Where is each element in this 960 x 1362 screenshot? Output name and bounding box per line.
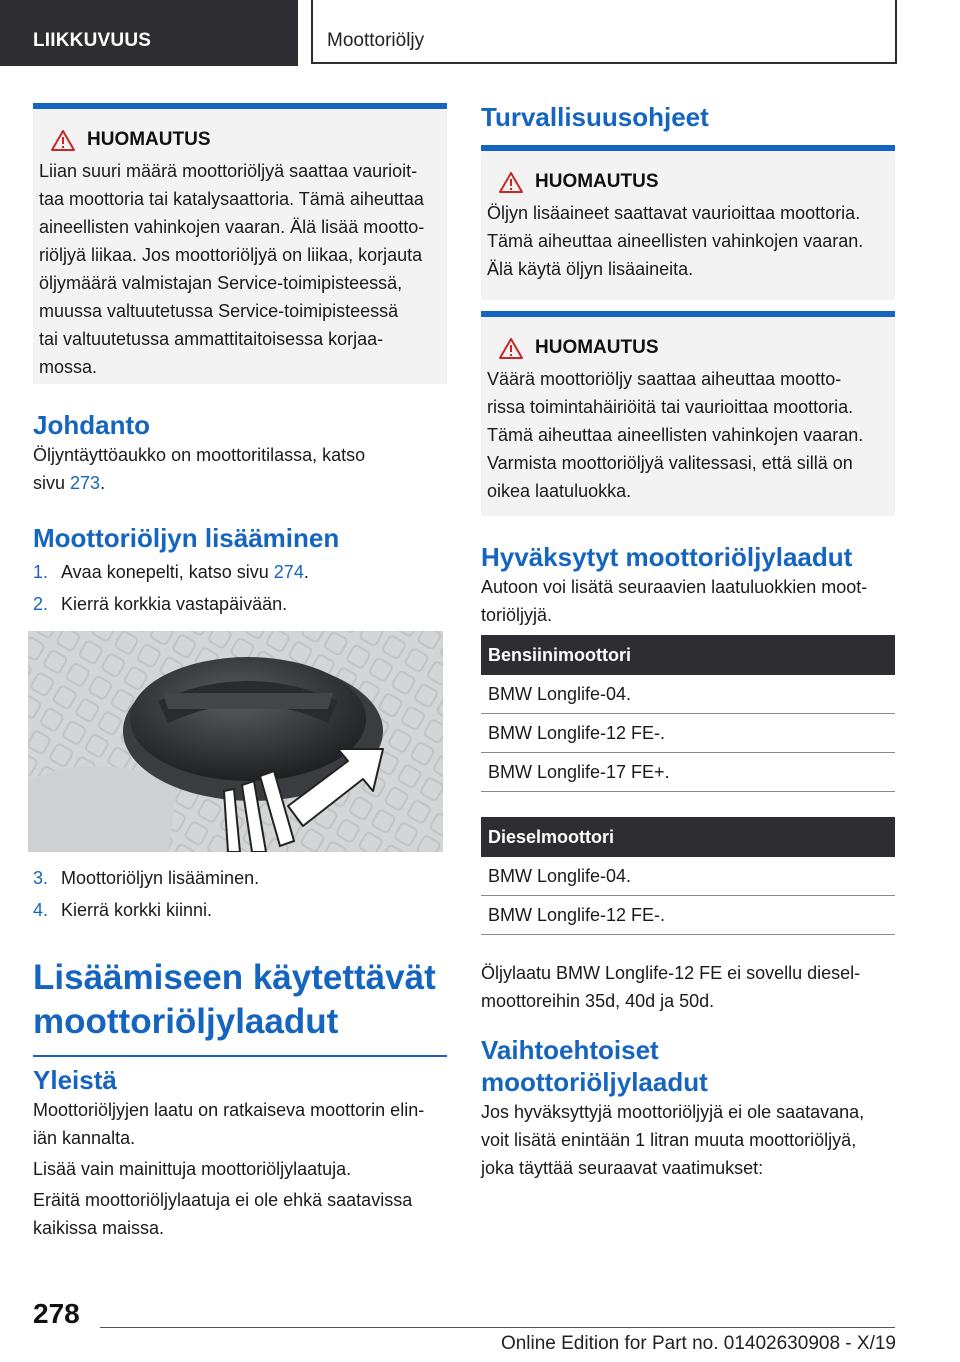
oil-cap-illustration — [28, 631, 443, 852]
table-row: BMW Longlife-04. — [481, 857, 895, 896]
table-row: BMW Longlife-17 FE+. — [481, 753, 895, 792]
table-row: BMW Longlife-12 FE-. — [481, 896, 895, 935]
safety-section — [481, 101, 895, 133]
notice-title: HUOMAUTUS — [87, 129, 211, 150]
steps-list-b — [33, 862, 447, 926]
page-link-273[interactable]: 273 — [70, 473, 101, 493]
intro-heading: Johdanto — [33, 410, 150, 440]
approved-heading: Hyväksytyt moottoriöljylaadut — [481, 542, 853, 572]
list-item: 1. Avaa konepelti, katso sivu 274. — [33, 562, 309, 582]
warning-icon — [39, 130, 87, 151]
notice-text: Öljyn lisäaineet saattavat vaurioittaa moottoria. Tämä aiheuttaa aineellisten vahinkojen vaaran. Älä käytä öljyn lisäaineita. — [487, 203, 864, 279]
page-link-274[interactable]: 274 — [273, 562, 304, 582]
page-header — [0, 0, 960, 66]
notice-overfill — [33, 103, 447, 384]
list-item: 2. Kierrä korkkia vastapäivään. — [33, 594, 288, 614]
notice-wrong-oil — [481, 311, 895, 516]
intro-section — [33, 409, 447, 497]
edition-text: Online Edition for Part no. 01402630908 - X/19 — [500, 1333, 896, 1354]
adding-section — [33, 522, 447, 620]
intro-text: Öljyntäyttöaukko on moottoritilassa, katso sivu 273. — [33, 445, 366, 493]
chapter-tab-label: Moottoriöljy — [327, 30, 425, 51]
diesel-note: Öljylaatu BMW Longlife-12 FE ei sovellu diesel- moottoreihin 35d, 40d ja 50d. — [481, 963, 861, 1011]
page-number: 278 — [33, 1298, 80, 1329]
alternative-section — [481, 1034, 895, 1182]
usable-oils-section — [33, 956, 447, 1057]
notice-title: HUOMAUTUS — [535, 171, 659, 192]
general-p2: Lisää vain mainittuja moottoriöljylaatuja. — [33, 1159, 352, 1179]
table-row: BMW Longlife-04. — [481, 675, 895, 714]
chapter-tab[interactable] — [311, 0, 897, 64]
general-section — [33, 1064, 447, 1242]
notice-text: Väärä moottoriöljy saattaa aiheuttaa mootto- rissa toimintahäiriöitä tai vaurioittaa moottoria. Tämä aiheuttaa aineellisten vahinkojen vaaran. Varmista moottoriöljyä valitessasi, että sillä on oikea laatuluokka. — [487, 369, 864, 501]
general-p1: Moottoriöljyjen laatu on ratkaiseva moottorin elin- iän kannalta. — [33, 1100, 425, 1148]
table-header: Bensiinimoottori — [481, 635, 895, 675]
approved-section — [481, 541, 895, 629]
approved-text: Autoon voi lisätä seuraavien laatuluokkien moot- toriöljyjä. — [481, 577, 868, 625]
general-heading: Yleistä — [33, 1065, 117, 1095]
table-header: Dieselmoottori — [481, 817, 895, 857]
safety-heading: Turvallisuusohjeet — [481, 102, 709, 132]
usable-oils-heading: Lisäämiseen käytettävät moottoriöljylaadut — [33, 958, 436, 1041]
alternative-text: Jos hyväksyttyjä moottoriöljyjä ei ole saatavana, voit lisätä enintään 1 litran muuta moottoriöljyä, joka täyttää seuraavat vaatimukset: — [481, 1102, 865, 1178]
notice-title: HUOMAUTUS — [535, 337, 659, 358]
warning-icon — [487, 338, 535, 359]
diesel-table — [481, 817, 895, 935]
petrol-table — [481, 635, 895, 792]
section-tab[interactable] — [0, 0, 298, 66]
heading-rule — [33, 1055, 447, 1057]
alternative-heading: Vaihtoehtoiset moottoriöljylaadut — [481, 1035, 708, 1097]
warning-icon — [487, 172, 535, 193]
list-item: 4. Kierrä korkki kiinni. — [33, 900, 213, 920]
section-tab-label: LIIKKUVUUS — [33, 30, 152, 51]
list-item: 3. Moottoriöljyn lisääminen. — [33, 868, 260, 888]
steps-list-a — [33, 556, 447, 620]
footer-rule — [100, 1327, 895, 1328]
notice-text: Liian suuri määrä moottoriöljyä saattaa vaurioit- taa moottoria tai katalysaattoria. Tämä aiheuttaa aineellisten vahinkojen vaaran. Älä lisää mootto- riöljyä liikaa. Jos moottoriöljyä on liikaa, korjauta öljymäärä valmistajan Service-toimipisteessä, muussa valtuutetussa Service-toimipisteessä tai valtuutetussa ammattitaitoisessa korjaa- mossa. — [39, 161, 425, 377]
table-row: BMW Longlife-12 FE-. — [481, 714, 895, 753]
notice-additives — [481, 145, 895, 300]
adding-heading: Moottoriöljyn lisääminen — [33, 523, 340, 553]
general-p3: Eräitä moottoriöljylaatuja ei ole ehkä saatavissa kaikissa maissa. — [33, 1190, 413, 1238]
